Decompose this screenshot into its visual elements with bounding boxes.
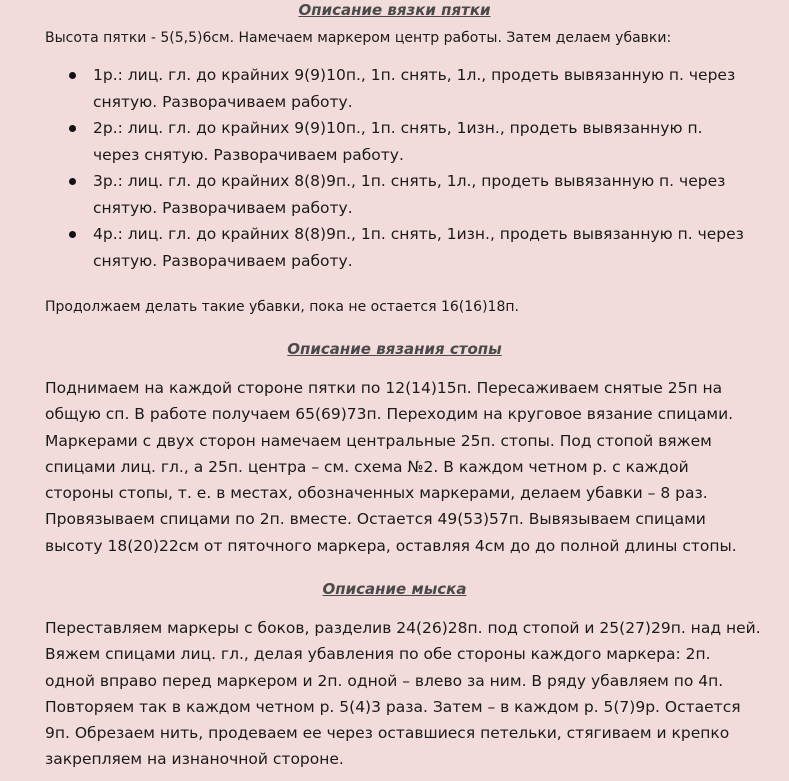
- step-text: 2р.: лиц. гл. до крайних 9(9)10п., 1п. снять, 1изн., продеть вывязанную п. через снятую. Разворачиваем работу.: [93, 119, 703, 164]
- bullet-icon: [69, 125, 76, 132]
- foot-title: Описание вязания стопы: [287, 340, 502, 358]
- bullet-icon: [69, 231, 76, 238]
- toe-text: Переставляем маркеры с боков, разделив 24(26)28п. под стопой и 25(27)29п. над ней. Вяжем спицами лиц. гл., делая убавления по обе стороны каждого маркера: 2п. одной вправо перед маркером и 2п. одной – влево за ним. В ряду убавляем по 4п. Повторяем так в каждом четном р. 5(4)3 раза. Затем – в каждом р. 5(7)9р. Остается 9п. Обрезаем нить, продеваем ее через оставшиеся петельки, стягиваем и крепко закрепляем на изнаночной стороне.: [45, 619, 761, 769]
- heel-steps-list: [93, 62, 753, 274]
- step-text: 1р.: лиц. гл. до крайних 9(9)10п., 1п. снять, 1л., продеть вывязанную п. через снятую. Разворачиваем работу.: [93, 66, 736, 111]
- heel-intro: Высота пятки - 5(5,5)6см. Намечаем маркером центр работы. Затем делаем убавки:: [45, 30, 672, 46]
- toe-title: Описание мыска: [322, 580, 467, 598]
- heel-title: Описание вязки пятки: [298, 1, 491, 19]
- list-item: [93, 62, 753, 115]
- step-text: 3р.: лиц. гл. до крайних 8(8)9п., 1п. снять, 1л., продеть вывязанную п. через снятую. Разворачиваем работу.: [93, 172, 726, 217]
- list-item: [93, 221, 753, 274]
- list-item: [93, 115, 753, 168]
- foot-text: Поднимаем на каждой стороне пятки по 12(14)15п. Пересаживаем снятые 25п на общую сп. В работе получаем 65(69)73п. Переходим на круговое вязание спицами. Маркерами с двух сторон намечаем центральные 25п. стопы. Под стопой вяжем спицами лиц. гл., а 25п. центра – см. схема №2. В каждом четном р. с каждой стороны стопы, т. е. в местах, обозначенных маркерами, делаем убавки – 8 раз. Провязываем спицами по 2п. вместе. Остается 49(53)57п. Вывязываем спицами высоту 18(20)22см от пяточного маркера, оставляя 4см до до полной длины стопы.: [45, 379, 737, 555]
- bullet-icon: [69, 178, 76, 185]
- bullet-icon: [69, 72, 76, 79]
- heel-outro: Продолжаем делать такие убавки, пока не остается 16(16)18п.: [45, 299, 519, 315]
- list-item: [93, 168, 753, 221]
- step-text: 4р.: лиц. гл. до крайних 8(8)9п., 1п. снять, 1изн., продеть вывязанную п. через снятую. Разворачиваем работу.: [93, 225, 744, 270]
